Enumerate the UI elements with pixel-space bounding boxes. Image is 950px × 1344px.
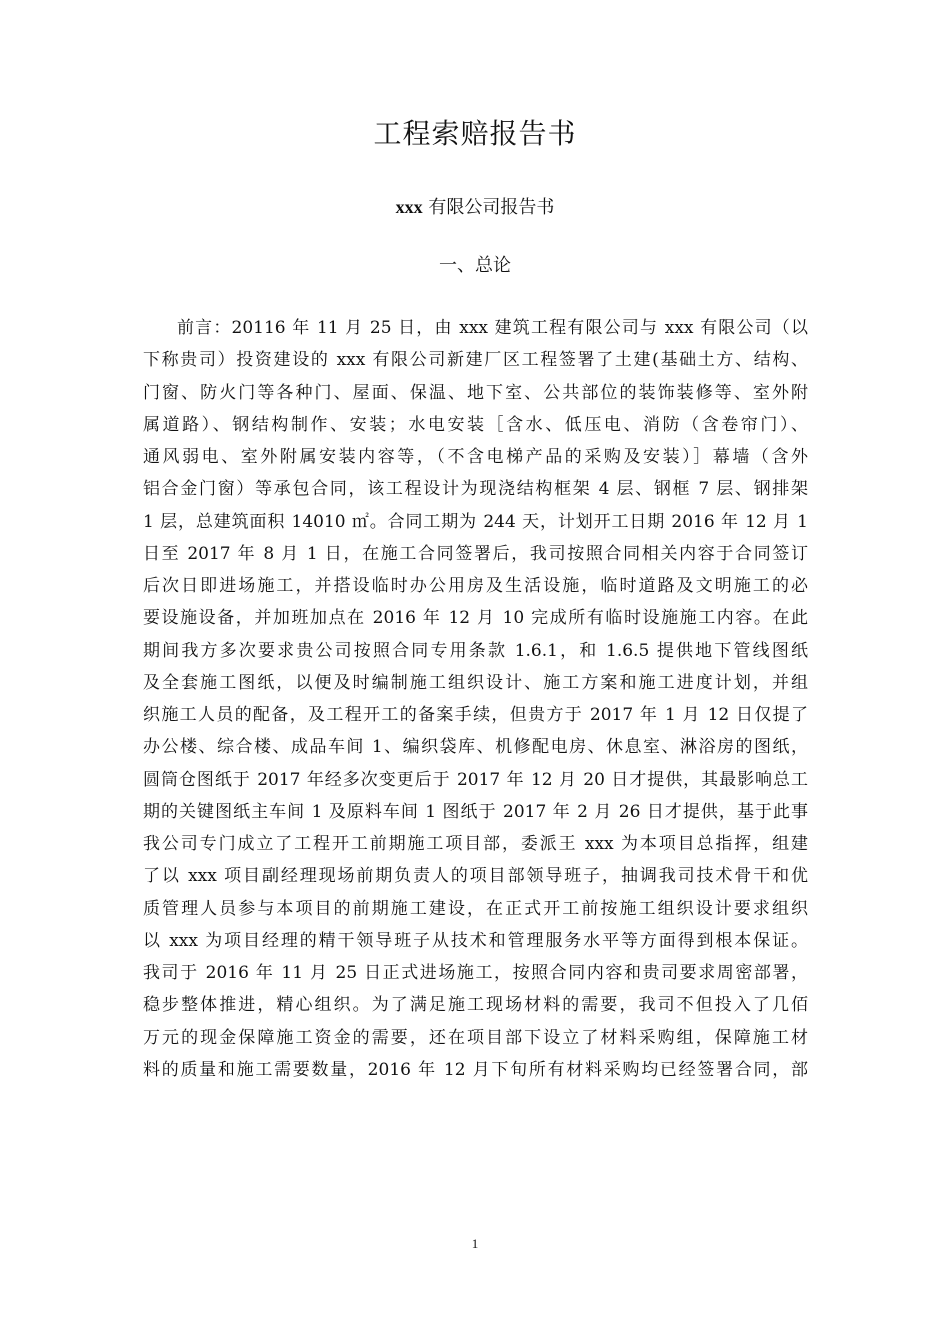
- body-line: 前言：20116 年 11 月 25 日，由 xxx 建筑工程有限公司与 xxx 有限公司（以: [177, 318, 808, 338]
- section-heading: 一、总论: [439, 255, 511, 276]
- body-line: 期的关键图纸主车间 1 及原料车间 1 图纸于 2017 年 2 月 26 日才提供，基于此事: [143, 801, 808, 822]
- body-line: 我司于 2016 年 11 月 25 日正式进场施工，按照合同内容和贵司要求周密部署，: [143, 963, 808, 983]
- body-line: 稳步整体推进，精心组织。为了满足施工现场材料的需要，我司不但投入了几佰: [143, 995, 808, 1016]
- body-line: 下称贵司）投资建设的 xxx 有限公司新建厂区工程签署了土建(基础土方、结构、: [143, 350, 808, 371]
- document-title: 工程索赔报告书: [373, 117, 577, 150]
- page-number: 1: [471, 1236, 479, 1251]
- body-line: 后次日即进场施工，并搭设临时办公用房及生活设施，临时道路及文明施工的必: [143, 576, 808, 596]
- body-line: 质管理人员参与本项目的前期施工建设，在正式开工前按施工组织设计要求组织: [143, 898, 808, 919]
- body-line: 期间我方多次要求贵公司按照合同专用条款 1.6.1，和 1.6.5 提供地下管线图纸: [143, 640, 808, 661]
- body-line: 办公楼、综合楼、成品车间 1、编织袋库、机修配电房、休息室、淋浴房的图纸，: [143, 737, 808, 758]
- body-line: 圆筒仓图纸于 2017 年经多次变更后于 2017 年 12 月 20 日才提供，其最影响总工: [143, 769, 808, 790]
- body-line: 料的质量和施工需要数量，2016 年 12 月下旬所有材料采购均已经签署合同，部: [143, 1059, 808, 1080]
- body-line: 织施工人员的配备，及工程开工的备案手续，但贵方于 2017 年 1 月 12 日仅提了: [143, 705, 808, 725]
- body-line: 门窗、防火门等各种门、屋面、保温、地下室、公共部位的装饰装修等、室外附: [143, 382, 808, 403]
- body-line: 要设施设备，并加班加点在 2016 年 12 月 10 完成所有临时设施施工内容。在此: [143, 608, 808, 629]
- document-body: [143, 312, 808, 1086]
- body-line: 通风弱电、室外附属安装内容等，（不含电梯产品的采购及安装）］幕墙（含外: [143, 447, 808, 467]
- body-line: 1 层，总建筑面积 14010 ㎡。合同工期为 244 天，计划开工日期 2016 年 12 月 1: [143, 511, 808, 532]
- subtitle-text: 有限公司报告书: [422, 197, 555, 218]
- body-line: 了以 xxx 项目副经理现场前期负责人的项目部领导班子，抽调我司技术骨干和优: [143, 866, 808, 887]
- subtitle-company-placeholder: xxx: [395, 197, 423, 217]
- body-line: 铝合金门窗）等承包合同，该工程设计为现浇结构框架 4 层、钢框 7 层、钢排架: [143, 479, 808, 500]
- body-line: 日至 2017 年 8 月 1 日，在施工合同签署后，我司按照合同相关内容于合同签订: [143, 543, 808, 564]
- body-line: 我公司专门成立了工程开工前期施工项目部，委派王 xxx 为本项目总指挥，组建: [143, 834, 808, 854]
- document-subtitle: [0, 193, 950, 219]
- body-line: 及全套施工图纸，以便及时编制施工组织设计、施工方案和施工进度计划，并组: [143, 672, 808, 693]
- body-line: 万元的现金保障施工资金的需要，还在项目部下设立了材料采购组，保障施工材: [143, 1027, 808, 1048]
- body-line: 以 xxx 为项目经理的精干领导班子从技术和管理服务水平等方面得到根本保证。: [143, 930, 808, 951]
- body-line: 属道路）、钢结构制作、安装；水电安装［含水、低压电、消防（含卷帘门）、: [143, 414, 808, 435]
